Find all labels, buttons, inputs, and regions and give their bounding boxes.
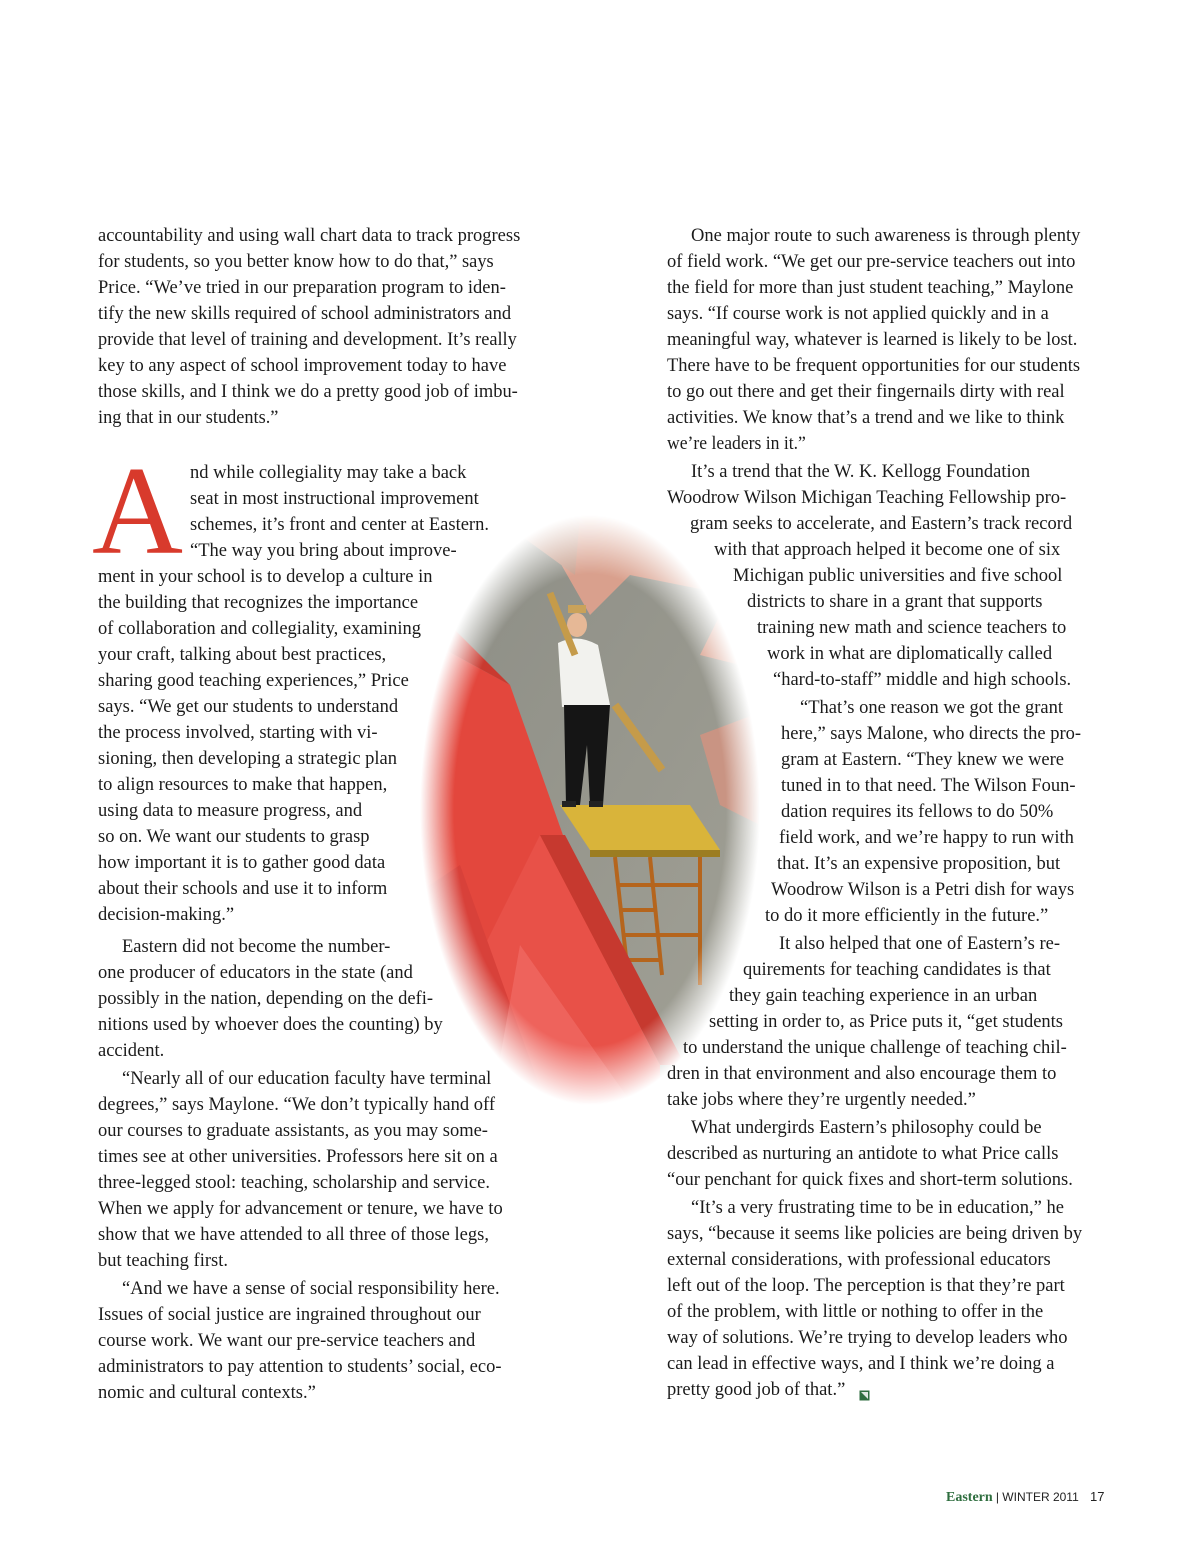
right-column-text-line: pretty good job of that.” — [667, 1380, 846, 1400]
right-column-text-line: says. “If course work is not applied quickly and in a — [667, 304, 1049, 324]
left-column-text-line: Issues of social justice are ingrained throughout our — [98, 1305, 481, 1325]
left-column-text-line: When we apply for advancement or tenure, we have to — [98, 1199, 503, 1219]
right-column-text-line: here,” says Malone, who directs the pro- — [781, 724, 1082, 744]
right-column-text-line: the field for more than just student teaching,” Maylone — [667, 278, 1074, 298]
right-column-text-line: take jobs where they’re urgently needed.” — [667, 1090, 976, 1110]
page-footer — [946, 1489, 1104, 1506]
right-column-text-line: dren in that environment and also encourage them to — [667, 1064, 1057, 1084]
right-column-text-line: setting in order to, as Price puts it, “get students — [709, 1012, 1064, 1032]
issue-date: WINTER 2011 — [1002, 1490, 1079, 1504]
drop-cap: A — [92, 442, 183, 581]
right-column-text-line: tuned in to that need. The Wilson Foun- — [781, 776, 1076, 796]
right-column-text-line: activities. We know that’s a trend and we like to think — [667, 408, 1065, 428]
left-column-text-line: nomic and cultural contexts.” — [98, 1383, 316, 1403]
left-column-text-line: course work. We want our pre-service teachers and — [98, 1331, 476, 1351]
left-column-text-line: the building that recognizes the importance — [98, 593, 419, 613]
right-column-text-line: they gain teaching experience in an urban — [729, 986, 1038, 1006]
right-column-text-line: Woodrow Wilson is a Petri dish for ways — [771, 880, 1075, 900]
left-column-text-line: how important it is to gather good data — [98, 853, 386, 873]
left-column-text-line: your craft, talking about best practices, — [98, 645, 387, 665]
left-column-text-line: nitions used by whoever does the counting) by — [98, 1015, 443, 1035]
left-column-text-line: to align resources to make that happen, — [98, 775, 388, 795]
right-column-text-line: What undergirds Eastern’s philosophy could be — [691, 1118, 1042, 1138]
left-column-text-line: one producer of educators in the state (and — [98, 963, 413, 983]
right-column-text-line: districts to share in a grant that supports — [747, 592, 1043, 612]
left-column-text-line: seat in most instructional improvement — [190, 489, 479, 509]
left-column-text-line: three-legged stool: teaching, scholarship and service. — [98, 1173, 490, 1193]
left-column-text-line: so on. We want our students to grasp — [98, 827, 370, 847]
right-column-text-line: to go out there and get their fingernails dirty with real — [667, 382, 1065, 402]
left-column-text-line: sharing good teaching experiences,” Price — [98, 671, 409, 691]
left-column-text-line: Eastern did not become the number- — [122, 937, 391, 957]
right-column-text-line: It also helped that one of Eastern’s re- — [779, 934, 1060, 954]
right-column-text-line: dation requires its fellows to do 50% — [781, 802, 1054, 822]
left-column-text-line: accident. — [98, 1041, 165, 1061]
left-column-text-line: Price. “We’ve tried in our preparation program to iden- — [98, 278, 506, 298]
right-column-text-line: gram seeks to accelerate, and Eastern’s track record — [690, 514, 1073, 534]
right-column-text-line: of field work. “We get our pre-service teachers out into — [667, 252, 1076, 272]
right-column-text-line: Michigan public universities and five school — [733, 566, 1063, 586]
left-column-text-line: “Nearly all of our education faculty have terminal — [122, 1069, 492, 1089]
left-column-text-line: possibly in the nation, depending on the defi- — [98, 989, 433, 1009]
right-column-text-line: gram at Eastern. “They knew we were — [781, 750, 1065, 770]
right-column-text-line: training new math and science teachers to — [757, 618, 1067, 638]
left-column-text-line: ment in your school is to develop a culture in — [98, 567, 433, 587]
left-column-text-line: for students, so you better know how to do that,” says — [98, 252, 494, 272]
right-column-text-line: One major route to such awareness is through plenty — [691, 226, 1081, 246]
right-column-text-line: “our penchant for quick fixes and short-term solutions. — [667, 1170, 1073, 1190]
left-column-text-line: tify the new skills required of school administrators and — [98, 304, 512, 324]
left-column-text-line: provide that level of training and development. It’s really — [98, 330, 517, 350]
left-column-text-line: schemes, it’s front and center at Eastern. — [190, 515, 489, 535]
right-column-text-line: external considerations, with professional educators — [667, 1250, 1051, 1270]
left-column-text-line: “And we have a sense of social responsibility here. — [122, 1279, 500, 1299]
right-column-text-line: left out of the loop. The perception is that they’re part — [667, 1276, 1065, 1296]
left-column-text-line: degrees,” says Maylone. “We don’t typically hand off — [98, 1095, 496, 1115]
left-column-text-line: sioning, then developing a strategic plan — [98, 749, 398, 769]
left-column-text-line: using data to measure progress, and — [98, 801, 363, 821]
right-column-text-line: field work, and we’re happy to run with — [779, 828, 1074, 848]
right-column-text-line: with that approach helped it become one of six — [714, 540, 1061, 560]
right-column-text-line: meaningful way, whatever is learned is likely to be lost. — [667, 330, 1078, 350]
left-column-text-line: nd while collegiality may take a back — [190, 463, 467, 483]
magazine-name: Eastern — [946, 1490, 993, 1505]
end-of-article-square-icon — [859, 1390, 870, 1401]
page-number: 17 — [1090, 1489, 1105, 1504]
right-column-text-line: “That’s one reason we got the grant — [800, 698, 1064, 718]
right-column-text-line: of the problem, with little or nothing to offer in the — [667, 1302, 1044, 1322]
footer-separator: | — [995, 1490, 1000, 1504]
right-column-text-line: way of solutions. We’re trying to develop leaders who — [667, 1328, 1068, 1348]
right-column-text-line: says, “because it seems like policies are being driven by — [667, 1224, 1083, 1244]
right-column-text-line: to understand the unique challenge of teaching chil- — [683, 1038, 1067, 1058]
left-column-text-line: decision-making.” — [98, 905, 235, 925]
right-column-text-line: we’re leaders in it.” — [667, 434, 806, 454]
left-column-text-line: show that we have attended to all three of those legs, — [98, 1225, 489, 1245]
left-column-text-line: of collaboration and collegiality, examining — [98, 619, 421, 639]
right-column-text-line: to do it more efficiently in the future.” — [765, 906, 1049, 926]
left-column-text-line: the process involved, starting with vi- — [98, 723, 378, 743]
right-column-text-line: “hard-to-staff” middle and high schools. — [773, 670, 1072, 690]
left-column-text-line: says. “We get our students to understand — [98, 697, 399, 717]
left-column-text-line: administrators to pay attention to students’ social, eco- — [98, 1357, 502, 1377]
right-column-text-line: It’s a trend that the W. K. Kellogg Foundation — [691, 462, 1031, 482]
left-column-text-line: about their schools and use it to inform — [98, 879, 388, 899]
right-column-text-line: that. It’s an expensive proposition, but — [777, 854, 1061, 874]
left-column-text-line: “The way you bring about improve- — [190, 541, 457, 561]
right-column-text-line: Woodrow Wilson Michigan Teaching Fellowship pro- — [667, 488, 1067, 508]
left-column-text-line: our courses to graduate assistants, as you may some- — [98, 1121, 488, 1141]
right-column-text-line: work in what are diplomatically called — [767, 644, 1053, 664]
left-column-text-line: those skills, and I think we do a pretty good job of imbu- — [98, 382, 518, 402]
left-column-text-line: ing that in our students.” — [98, 408, 279, 428]
left-column-text-line: accountability and using wall chart data to track progress — [98, 226, 521, 246]
right-column-text-line: can lead in effective ways, and I think we’re doing a — [667, 1354, 1055, 1374]
right-column-text-line: described as nurturing an antidote to what Price calls — [667, 1144, 1059, 1164]
right-column-text-line: quirements for teaching candidates is that — [743, 960, 1051, 980]
left-column-text-line: but teaching first. — [98, 1251, 228, 1271]
left-column-text-line: times see at other universities. Professors here sit on a — [98, 1147, 498, 1167]
left-column-text-line: key to any aspect of school improvement today to have — [98, 356, 507, 376]
right-column-text-line: “It’s a very frustrating time to be in education,” he — [691, 1198, 1064, 1218]
right-column-text-line: There have to be frequent opportunities for our students — [667, 356, 1081, 376]
